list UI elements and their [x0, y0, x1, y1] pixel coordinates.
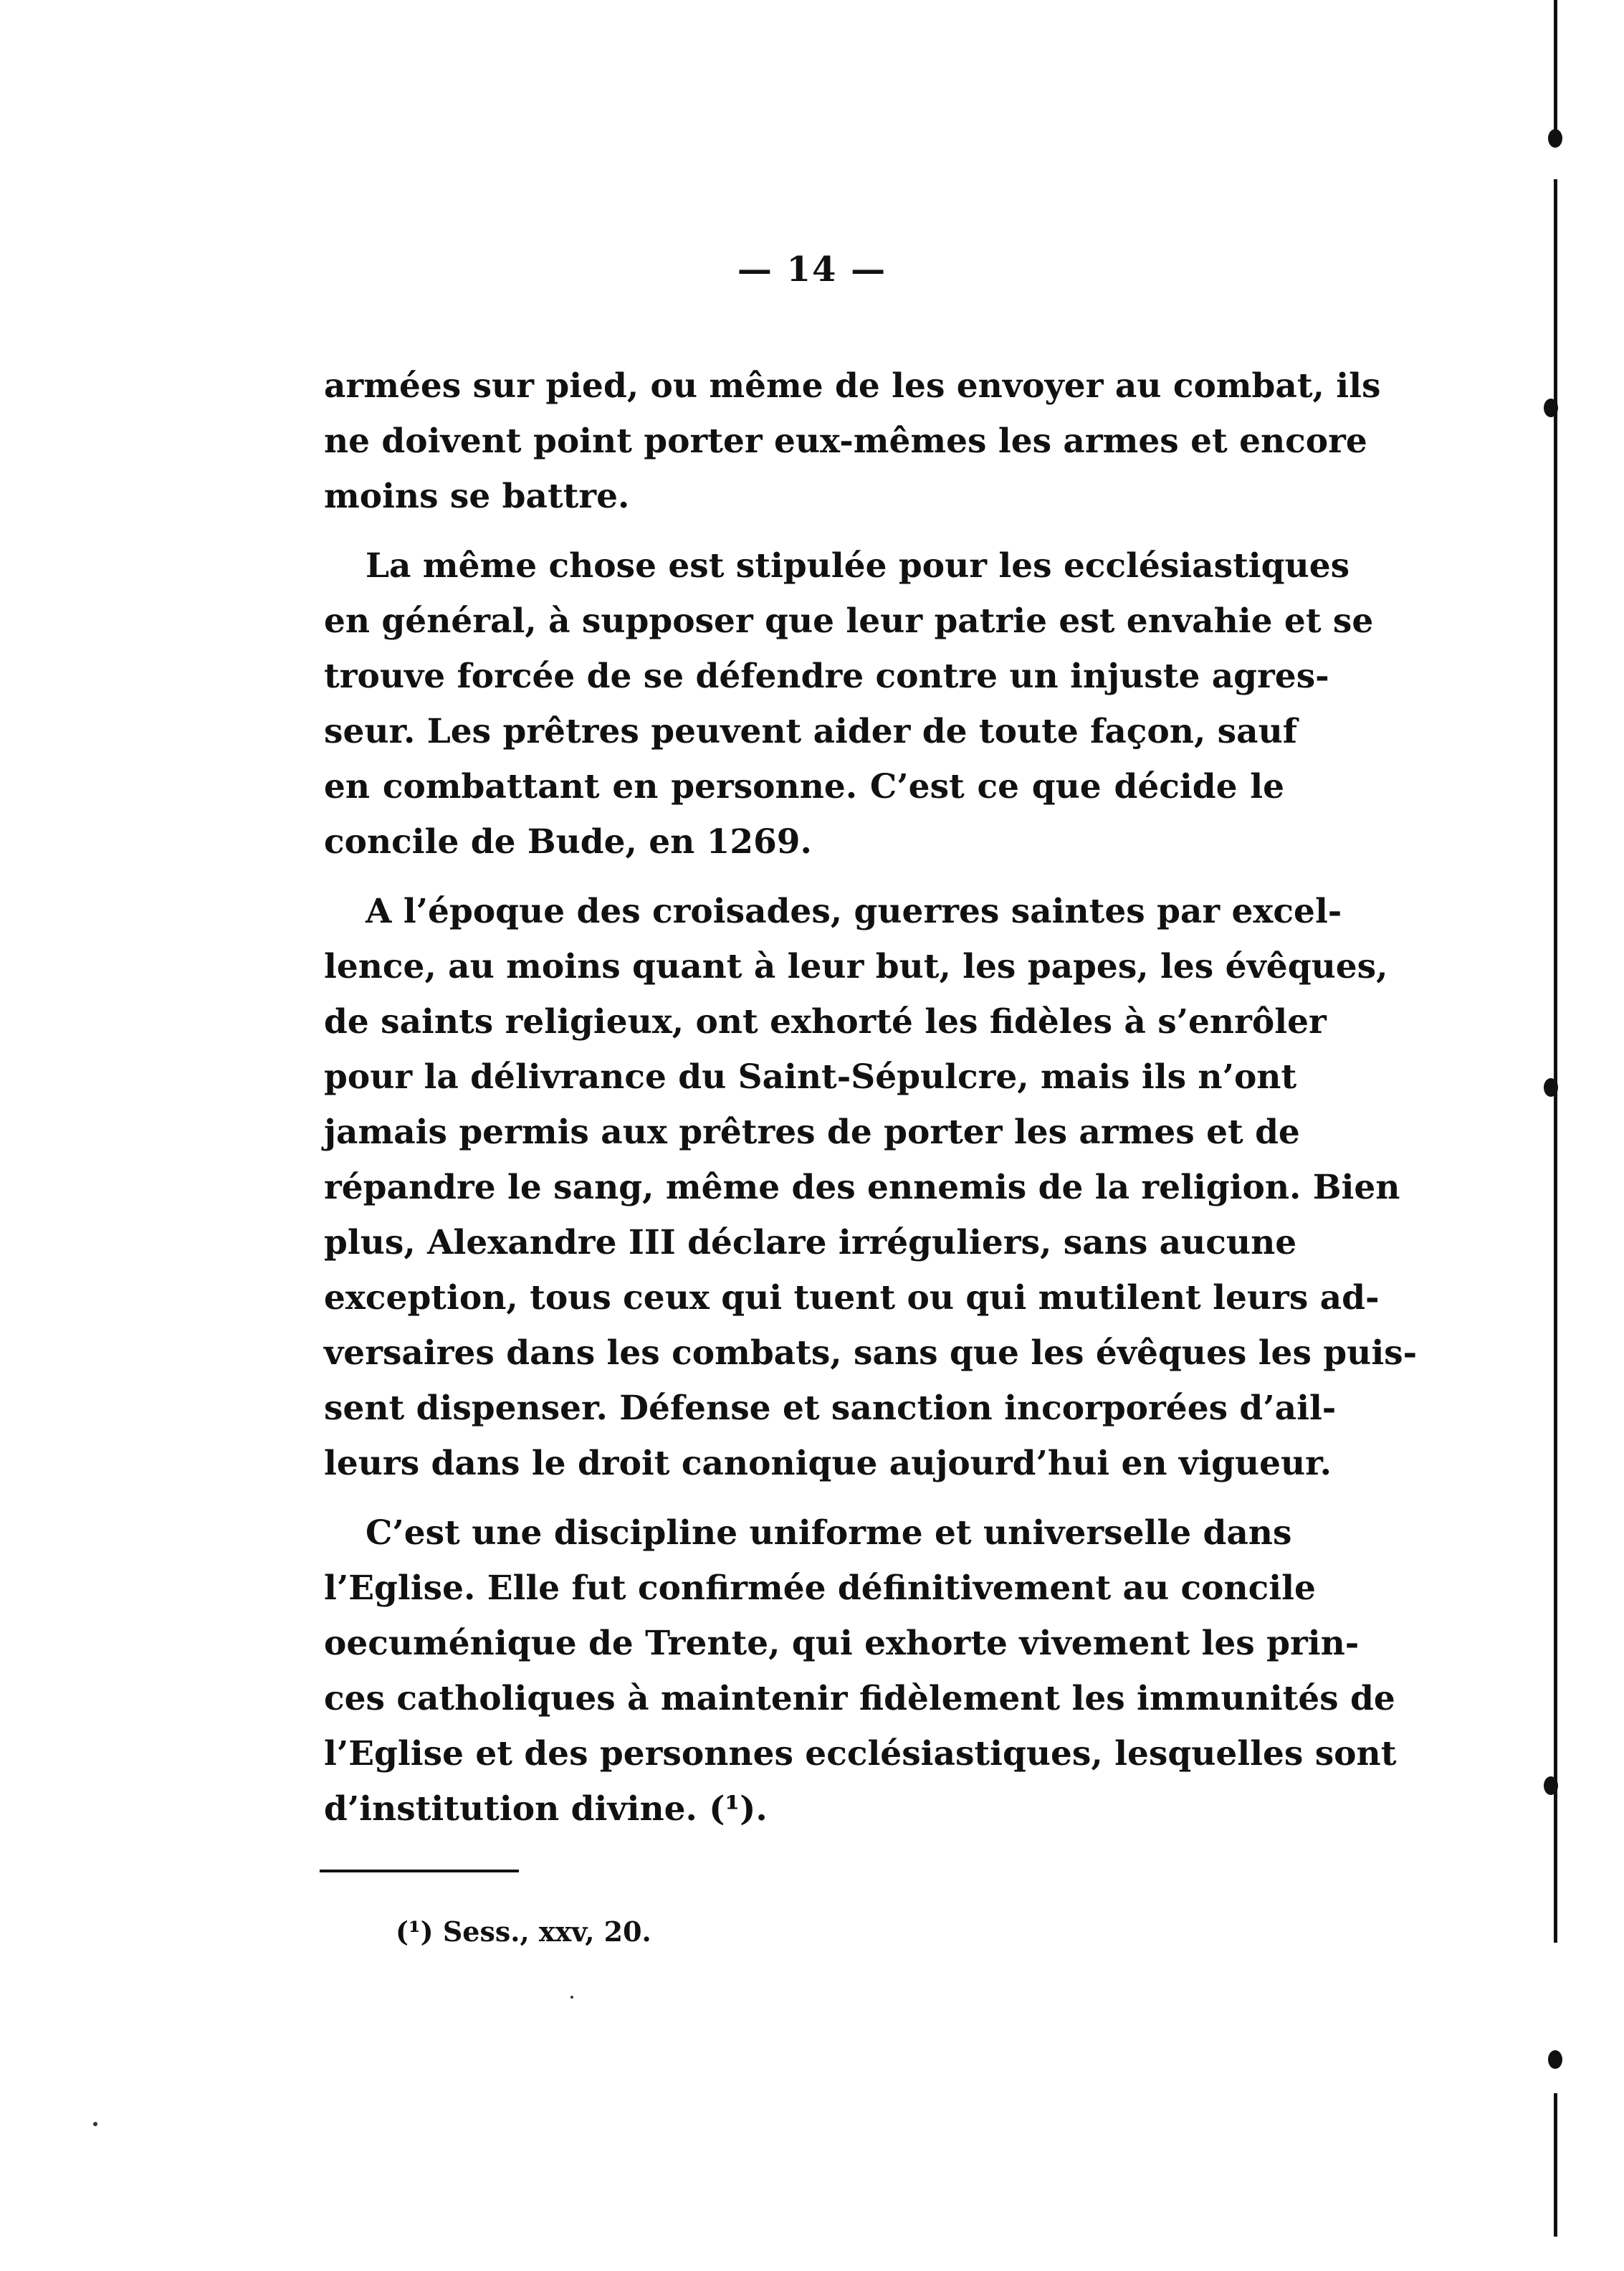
text-line: en général, à supposer que leur patrie est envahie et se [324, 601, 1374, 641]
text-line: oecuménique de Trente, qui exhorte vivement les prin- [324, 1624, 1360, 1663]
text-line: concile de Bude, en 1269. [324, 822, 812, 862]
paragraph-1 [324, 358, 1381, 524]
binding-mark [1544, 399, 1558, 417]
text-line: jamais permis aux prêtres de porter les armes et de [324, 1113, 1300, 1152]
footnote: (¹) Sess., xxv, 20. [396, 1915, 651, 1948]
text-line: de saints religieux, ont exhorté les fidèles à s’enrôler [324, 1002, 1327, 1042]
paragraph-4 [324, 1505, 1397, 1837]
binding-mark [1548, 129, 1562, 148]
paragraph-3 [324, 884, 1418, 1491]
text-line: ne doivent point porter eux-mêmes les armes et encore [324, 422, 1367, 461]
text-line: C’est une discipline uniforme et universelle dans [366, 1513, 1292, 1553]
scan-speck [93, 2122, 97, 2126]
text-line: pour la délivrance du Saint-Sépulcre, mais ils n’ont [324, 1057, 1297, 1097]
binding-mark [1544, 1078, 1558, 1097]
text-line: versaires dans les combats, sans que les évêques les puis- [324, 1333, 1418, 1373]
binding-edge-line [1554, 0, 1557, 136]
text-line: armées sur pied, ou même de les envoyer au combat, ils [324, 366, 1381, 406]
scan-speck [570, 1996, 573, 1999]
text-line: exception, tous ceux qui tuent ou qui mutilent leurs ad- [324, 1278, 1380, 1318]
text-line: seur. Les prêtres peuvent aider de toute façon, sauf [324, 712, 1297, 751]
text-line: l’Eglise et des personnes ecclésiastiques, lesquelles sont [324, 1734, 1397, 1774]
text-line: A l’époque des croisades, guerres saintes par excel- [366, 892, 1342, 931]
text-line: l’Eglise. Elle fut confirmée définitivement au concile [324, 1568, 1316, 1608]
binding-mark [1544, 1776, 1558, 1795]
text-line: trouve forcée de se défendre contre un injuste agres- [324, 657, 1329, 696]
text-line: répandre le sang, même des ennemis de la religion. Bien [324, 1168, 1400, 1207]
body-text [324, 358, 1418, 1851]
binding-edge-line [1554, 179, 1557, 1943]
text-line: La même chose est stipulée pour les ecclésiastiques [366, 546, 1350, 586]
text-line: en combattant en personne. C’est ce que décide le [324, 767, 1284, 806]
text-line: ces catholiques à maintenir fidèlement les immunités de [324, 1679, 1395, 1718]
page-number: — 14 — [737, 249, 887, 290]
paragraph-2 [324, 538, 1374, 870]
text-line: sent dispenser. Défense et sanction incorporées d’ail- [324, 1389, 1337, 1428]
text-line: d’institution divine. (¹). [324, 1789, 768, 1829]
text-line: leurs dans le droit canonique aujourd’hui en vigueur. [324, 1444, 1332, 1483]
text-line: lence, au moins quant à leur but, les papes, les évêques, [324, 947, 1388, 986]
footnote-rule [320, 1870, 519, 1872]
binding-mark [1548, 2050, 1562, 2069]
text-line: moins se battre. [324, 477, 630, 516]
text-line: plus, Alexandre III déclare irréguliers, sans aucune [324, 1223, 1297, 1262]
binding-edge-line [1554, 2093, 1557, 2237]
